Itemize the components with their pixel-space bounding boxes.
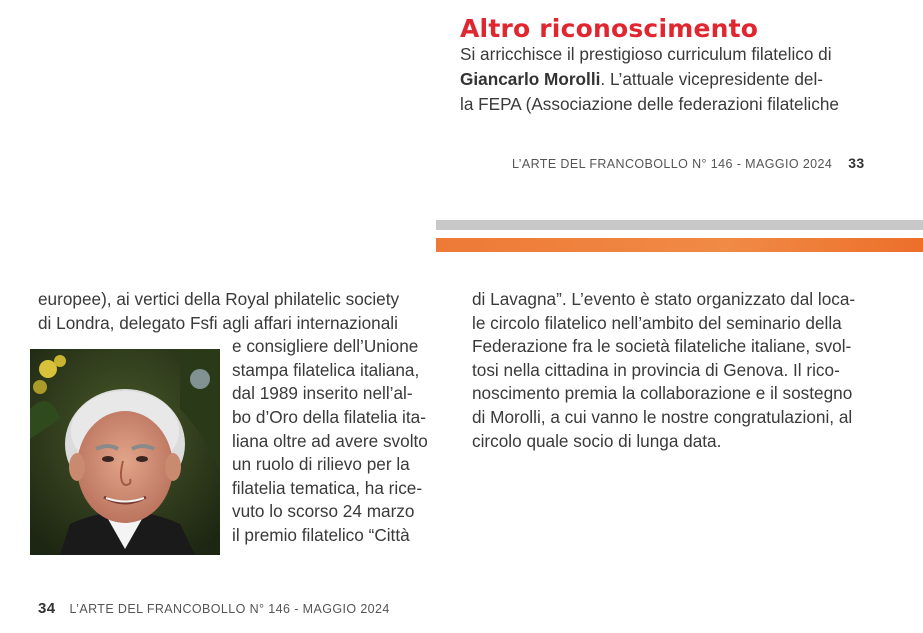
- orange-decorative-strip: [436, 238, 923, 252]
- text-line: di Londra, delegato Fsfi agli affari internazionali: [38, 312, 398, 333]
- text-line: di Lavagna”. L’evento è stato organizzato dal loca-: [472, 289, 856, 309]
- portrait-illustration: [30, 349, 220, 555]
- text-line: dal 1989 inserito nell’al-: [232, 383, 413, 404]
- person-name: Giancarlo Morolli: [460, 69, 601, 89]
- text-line: circolo quale socio di lunga data.: [472, 430, 722, 451]
- text-line: noscimento premia la collaborazione e il sostegno: [472, 383, 853, 404]
- article-headline: Altro riconoscimento: [460, 14, 759, 43]
- text-line: Federazione fra le società filateliche italiane, svol-: [472, 336, 852, 357]
- right-column-text: [472, 288, 872, 453]
- portrait-photo: [30, 349, 220, 555]
- text-line: Giancarlo Morolli. L’attuale vicepresidente del-: [460, 69, 824, 89]
- text-line: le circolo filatelico nell’ambito del seminario della: [472, 312, 842, 333]
- top-page: [0, 0, 923, 250]
- top-article-text: [460, 42, 858, 117]
- text-line: europee), ai vertici della Royal philatelic society: [38, 289, 400, 309]
- page-footer-right: [512, 155, 865, 171]
- footer-text: L’ARTE DEL FRANCOBOLLO N° 146 - MAGGIO 2024: [512, 157, 833, 171]
- text-line: un ruolo di rilievo per la: [232, 454, 410, 475]
- text-line: di Morolli, a cui vanno le nostre congratulazioni, al: [472, 406, 853, 427]
- text-line: Si arricchisce il prestigioso curriculum filatelico di: [460, 44, 832, 64]
- text-line: la FEPA (Associazione delle federazioni filateliche: [460, 94, 839, 114]
- text-line: filatelia tematica, ha rice-: [232, 477, 423, 498]
- text-line: vuto lo scorso 24 marzo: [232, 501, 415, 522]
- text-line: stampa filatelica italiana,: [232, 359, 420, 380]
- page-number: 34: [38, 600, 56, 617]
- page-footer-left: [38, 600, 390, 617]
- text-line: bo d’Oro della filatelia ita-: [232, 406, 426, 427]
- gray-divider-strip: [436, 220, 923, 230]
- footer-text: L’ARTE DEL FRANCOBOLLO N° 146 - MAGGIO 2024: [69, 602, 390, 616]
- text-line: e consigliere dell’Unione: [232, 336, 419, 357]
- text-line: liana oltre ad avere svolto: [232, 430, 428, 451]
- page-number: 33: [848, 155, 865, 171]
- text-line: il premio filatelico “Città: [232, 524, 410, 545]
- text-line: tosi nella cittadina in provincia di Genova. Il rico-: [472, 359, 840, 380]
